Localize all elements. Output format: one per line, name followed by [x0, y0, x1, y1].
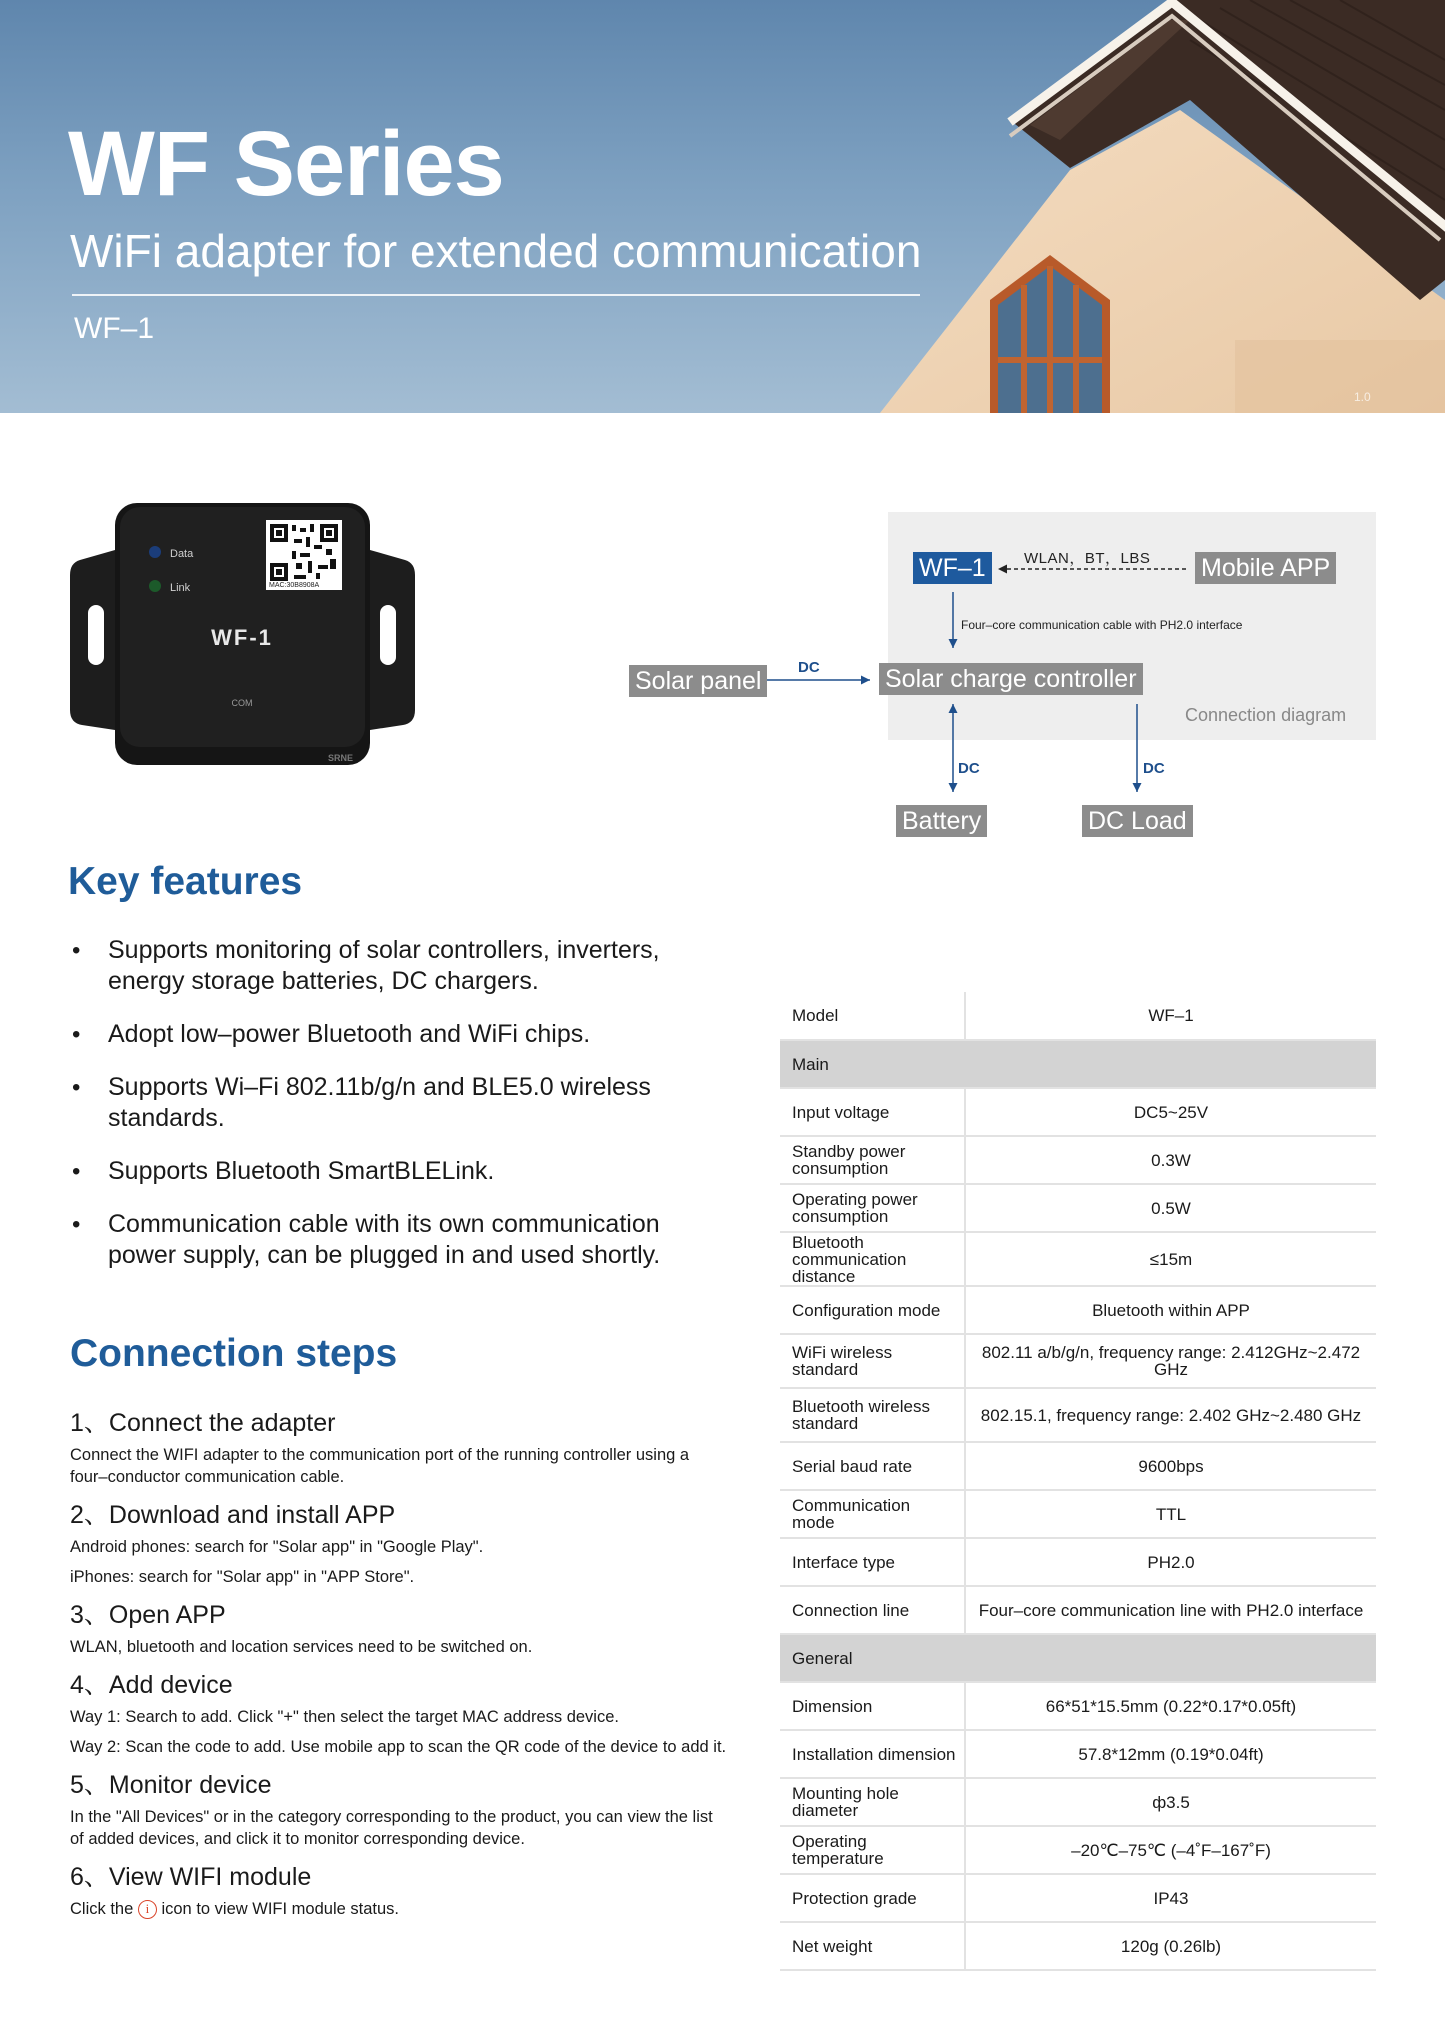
spec-key: Mounting hole diameter: [780, 1778, 965, 1826]
spec-value: ф3.5: [965, 1778, 1376, 1826]
spec-section-label: General: [780, 1634, 1376, 1682]
feature-item: • Adopt low–power Bluetooth and WiFi chips.: [68, 1019, 708, 1050]
spec-row: [780, 1334, 1376, 1388]
spec-row: [780, 1586, 1376, 1634]
hero-banner: [0, 0, 1445, 413]
spec-value: 802.11 a/b/g/n, frequency range: 2.412GHz~2.472 GHz: [965, 1334, 1376, 1388]
diagram-dc-load-label: DC: [1143, 760, 1165, 777]
spec-value: TTL: [965, 1490, 1376, 1538]
spec-key: Operating power consumption: [780, 1184, 965, 1232]
spec-key: Configuration mode: [780, 1286, 965, 1334]
spec-section-row: [780, 1634, 1376, 1682]
com-port-label: COM: [231, 698, 253, 708]
key-features-heading: Key features: [68, 860, 303, 903]
spec-key: Installation dimension: [780, 1730, 965, 1778]
version-label: 1.0: [1354, 390, 1371, 404]
spec-value: IP43: [965, 1874, 1376, 1922]
step-title: 5、Monitor device: [70, 1771, 272, 1799]
spec-key: Input voltage: [780, 1088, 965, 1136]
spec-key: WiFi wireless standard: [780, 1334, 965, 1388]
step-4: [70, 1670, 730, 1758]
spec-row: [780, 1922, 1376, 1970]
spec-section-label: Main: [780, 1040, 1376, 1088]
house-illustration: [860, 0, 1445, 413]
spec-value: –20℃–75℃ (–4˚F–167˚F): [965, 1826, 1376, 1874]
feature-item: • Supports Wi–Fi 802.11b/g/n and BLE5.0 wireless standards.: [68, 1072, 708, 1134]
spec-value: 66*51*15.5mm (0.22*0.17*0.05ft): [965, 1682, 1376, 1730]
spec-row: [780, 1388, 1376, 1442]
step-title: 3、Open APP: [70, 1601, 226, 1629]
step-2: [70, 1500, 730, 1588]
step-text: Way 2: Scan the code to add. Use mobile app to scan the QR code of the device to add it.: [70, 1738, 727, 1756]
device-name-label: WF-1: [211, 625, 273, 650]
spec-row: [780, 1826, 1376, 1874]
spec-row: [780, 992, 1376, 1040]
spec-key: Operating temperature: [780, 1826, 965, 1874]
spec-value: 120g (0.26lb): [965, 1922, 1376, 1970]
mac-label: MAC:30B8908A: [269, 582, 320, 589]
spec-key: Standby power consumption: [780, 1136, 965, 1184]
spec-value: 0.3W: [965, 1136, 1376, 1184]
spec-key: Model: [780, 992, 965, 1040]
step-text: WLAN, bluetooth and location services need to be switched on.: [70, 1638, 533, 1656]
spec-key: Bluetooth communication distance: [780, 1232, 965, 1286]
step-text: Way 1: Search to add. Click "+" then select the target MAC address device.: [70, 1708, 619, 1726]
feature-item: • Communication cable with its own communication power supply, can be plugged in and used shortly.: [68, 1209, 708, 1271]
spec-value: 9600bps: [965, 1442, 1376, 1490]
spec-key: Communication mode: [780, 1490, 965, 1538]
spec-value: WF–1: [965, 992, 1376, 1040]
step-title: 1、Connect the adapter: [70, 1409, 336, 1437]
info-icon: i: [138, 1900, 157, 1919]
step-text: Android phones: search for "Solar app" in "Google Play".: [70, 1538, 484, 1556]
diagram-wireless-label: WLAN，BT，LBS: [1024, 550, 1151, 567]
spec-row: [780, 1874, 1376, 1922]
led-link-label: Link: [170, 582, 191, 594]
led-data-label: Data: [170, 548, 194, 560]
spec-table: [780, 992, 1376, 1971]
spec-value: PH2.0: [965, 1538, 1376, 1586]
connection-steps-heading: Connection steps: [70, 1332, 398, 1375]
step6-text-before: Click the: [70, 1900, 134, 1918]
step-3: [70, 1600, 730, 1658]
spec-key: Dimension: [780, 1682, 965, 1730]
feature-item: • Supports Bluetooth SmartBLELink.: [68, 1156, 708, 1187]
step-text: iPhones: search for "Solar app" in "APP Store".: [70, 1568, 415, 1586]
connection-steps: [70, 1408, 730, 1932]
step-5: [70, 1770, 730, 1850]
spec-row: [780, 1682, 1376, 1730]
spec-key: Net weight: [780, 1922, 965, 1970]
spec-row: [780, 1730, 1376, 1778]
model-name: WF–1: [74, 312, 155, 345]
feature-item: • Supports monitoring of solar controllers, inverters, energy storage batteries, DC chargers.: [68, 935, 708, 997]
spec-row: [780, 1232, 1376, 1286]
spec-row: [780, 1184, 1376, 1232]
diagram-solar-panel-box: Solar panel: [629, 665, 767, 697]
spec-row: [780, 1490, 1376, 1538]
step-text: Connect the WIFI adapter to the communication port of the running controller using a four–conductor communication cable.: [70, 1446, 690, 1486]
title-divider: [72, 294, 920, 296]
diagram-controller-box: Solar charge controller: [879, 663, 1143, 695]
spec-value: 802.15.1, frequency range: 2.402 GHz~2.480 GHz: [965, 1388, 1376, 1442]
step-text: In the "All Devices" or in the category corresponding to the product, you can view the list of added devices, and click it to monitor corresponding device.: [70, 1808, 713, 1848]
diagram-dc-battery-label: DC: [958, 760, 980, 777]
diagram-dc-load-box: DC Load: [1082, 805, 1193, 837]
spec-key: Protection grade: [780, 1874, 965, 1922]
diagram-battery-box: Battery: [896, 805, 987, 837]
step-title: 4、Add device: [70, 1671, 233, 1699]
spec-value: DC5~25V: [965, 1088, 1376, 1136]
step-text: [70, 1898, 730, 1920]
key-features-list: [68, 935, 708, 1293]
spec-value: Four–core communication line with PH2.0 interface: [965, 1586, 1376, 1634]
step-1: [70, 1408, 730, 1488]
spec-value: 57.8*12mm (0.19*0.04ft): [965, 1730, 1376, 1778]
spec-row: [780, 1538, 1376, 1586]
device-illustration: [70, 495, 415, 770]
step6-text-after: icon to view WIFI module status.: [161, 1900, 399, 1918]
spec-key: Bluetooth wireless standard: [780, 1388, 965, 1442]
spec-row: [780, 1286, 1376, 1334]
page-title: WF Series: [68, 113, 504, 215]
spec-value: 0.5W: [965, 1184, 1376, 1232]
spec-row: [780, 1136, 1376, 1184]
diagram-wf1-box: WF–1: [913, 552, 992, 584]
diagram-mobile-app-box: Mobile APP: [1195, 552, 1336, 584]
step-6: [70, 1862, 730, 1920]
spec-row: [780, 1442, 1376, 1490]
page-subtitle: WiFi adapter for extended communication: [70, 225, 922, 277]
spec-section-row: [780, 1040, 1376, 1088]
diagram-dc-label: DC: [798, 659, 820, 676]
spec-row: [780, 1778, 1376, 1826]
spec-value: ≤15m: [965, 1232, 1376, 1286]
spec-key: Interface type: [780, 1538, 965, 1586]
diagram-cable-label: Four–core communication cable with PH2.0 interface: [961, 618, 1243, 632]
step-title: 6、View WIFI module: [70, 1863, 312, 1891]
brand-logo: SRNE: [328, 753, 354, 763]
spec-row: [780, 1088, 1376, 1136]
step-title: 2、Download and install APP: [70, 1501, 396, 1529]
spec-value: Bluetooth within APP: [965, 1286, 1376, 1334]
spec-key: Serial baud rate: [780, 1442, 965, 1490]
spec-key: Connection line: [780, 1586, 965, 1634]
diagram-caption: Connection diagram: [1185, 705, 1347, 725]
